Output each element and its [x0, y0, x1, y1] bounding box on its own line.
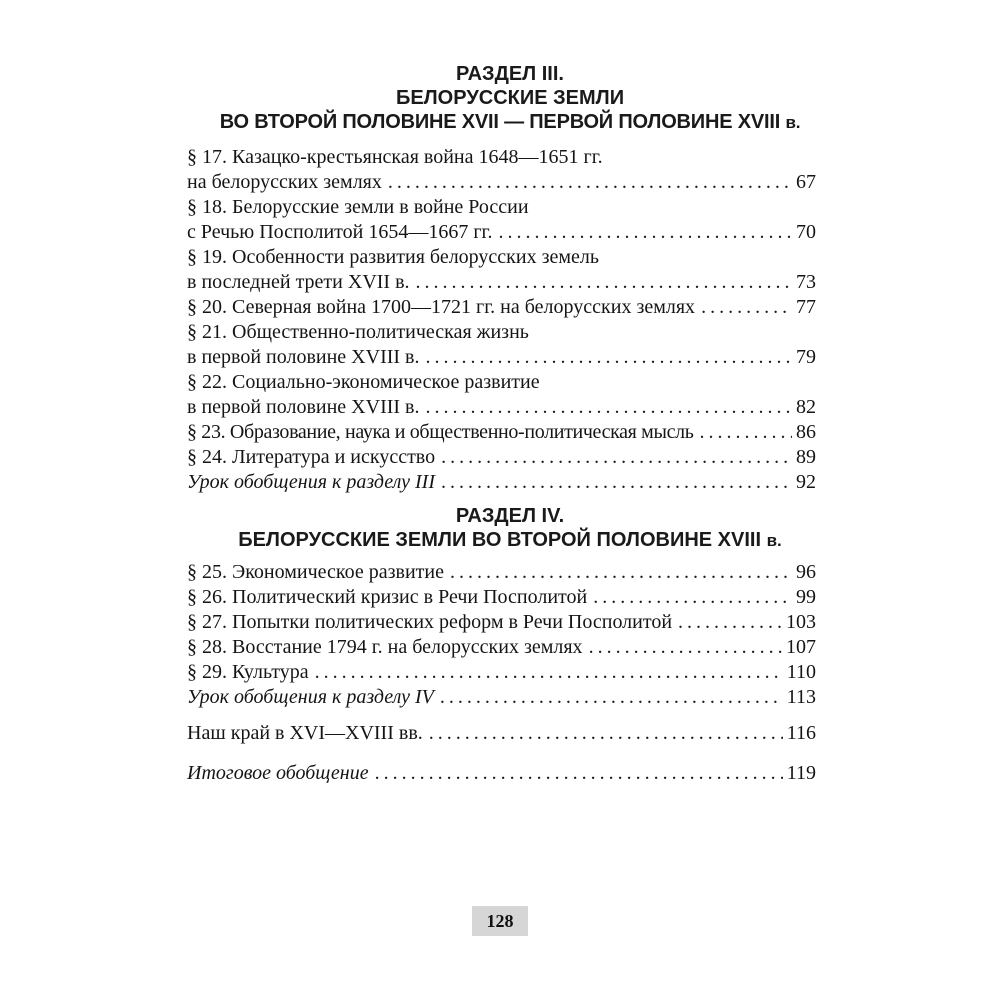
section-3-heading — [150, 62, 870, 135]
section-3-period-text: ВО ВТОРОЙ ПОЛОВИНЕ XVII — ПЕРВОЙ ПОЛОВИНЕ XVIII — [219, 111, 781, 133]
toc-entry-text: Урок обобщения к разделу III — [187, 471, 435, 493]
toc-entry-summary-4[interactable] — [187, 685, 816, 710]
toc-entry-our-region[interactable] — [187, 721, 816, 746]
toc-page-number: 92 — [796, 471, 816, 493]
toc-entry-26[interactable] — [187, 585, 816, 610]
toc-entry-text: в последней трети XVII в. — [187, 271, 410, 293]
toc-entry-text: Наш край в XVI—XVIII вв. — [187, 722, 423, 744]
toc-entry-text: § 25. Экономическое развитие — [187, 561, 444, 583]
toc-entry-18-title: § 18. Белорусские земли в войне России — [187, 196, 529, 218]
section-4-heading — [150, 504, 870, 553]
toc-entry-text: в первой половине XVIII в. — [187, 396, 420, 418]
dot-leader — [441, 470, 792, 495]
toc-page-number: 116 — [786, 722, 816, 744]
section-4-period-text: БЕЛОРУССКИЕ ЗЕМЛИ ВО ВТОРОЙ ПОЛОВИНЕ XVIII — [238, 529, 762, 551]
toc-page-number: 110 — [786, 661, 816, 683]
section-3-title: РАЗДЕЛ III. — [456, 63, 564, 85]
toc-entry-text: с Речью Посполитой 1654—1667 гг. — [187, 221, 493, 243]
dot-leader — [388, 170, 792, 195]
extra-toc-2 — [187, 761, 816, 786]
toc-entry-text: § 27. Попытки политических реформ в Речи Посполитой — [187, 611, 673, 633]
toc-entry-22[interactable] — [187, 395, 816, 420]
toc-entry-final-summary[interactable] — [187, 761, 816, 786]
toc-entry-17-title: § 17. Казацко-крестьянская война 1648—1651 гг. — [187, 146, 603, 168]
toc-entry-20[interactable] — [187, 295, 816, 320]
dot-leader — [375, 761, 783, 786]
toc-entry-21[interactable] — [187, 345, 816, 370]
toc-entry-24[interactable] — [187, 445, 816, 470]
dot-leader — [678, 610, 782, 635]
dot-leader — [440, 685, 783, 710]
toc-page-number: 77 — [796, 296, 816, 318]
toc-entry-25[interactable] — [187, 560, 816, 585]
toc-entry-22-title: § 22. Социально-экономическое развитие — [187, 371, 540, 393]
section-3-toc — [187, 145, 816, 495]
toc-entry-21-title: § 21. Общественно-политическая жизнь — [187, 321, 529, 343]
toc-page-number: 79 — [796, 346, 816, 368]
toc-entry-text: Итоговое обобщение — [187, 762, 369, 784]
dot-leader — [499, 220, 792, 245]
dot-leader — [426, 345, 793, 370]
toc-page-number: 119 — [786, 762, 816, 784]
section-4-toc — [187, 560, 816, 710]
toc-entry-text: § 23. Образование, наука и общественно-политическая мысль — [187, 421, 694, 443]
toc-entry-text: § 26. Политический кризис в Речи Посполитой — [187, 586, 588, 608]
dot-leader — [426, 395, 793, 420]
toc-page-number: 67 — [796, 171, 816, 193]
section-4-title: РАЗДЕЛ IV. — [455, 505, 565, 527]
toc-page-number: 99 — [796, 586, 816, 608]
toc-page-number: 103 — [786, 611, 816, 633]
dot-leader — [416, 270, 792, 295]
section-3-period — [150, 110, 870, 135]
dot-leader — [700, 420, 792, 445]
dot-leader — [315, 660, 783, 685]
toc-entry-text: § 29. Культура — [187, 661, 309, 683]
toc-entry-text: § 28. Восстание 1794 г. на белорусских землях — [187, 636, 583, 658]
toc-entry-19-title: § 19. Особенности развития белорусских земель — [187, 246, 599, 268]
dot-leader — [593, 585, 792, 610]
toc-entry-29[interactable] — [187, 660, 816, 685]
toc-entry-text: на белорусских землях — [187, 171, 382, 193]
toc-page-number: 107 — [786, 636, 816, 658]
toc-page-number: 89 — [796, 446, 816, 468]
toc-page-number: 70 — [796, 221, 816, 243]
extra-toc-1 — [187, 721, 816, 746]
dot-leader — [450, 560, 792, 585]
toc-entry-28[interactable] — [187, 635, 816, 660]
toc-entry-text: Урок обобщения к разделу IV — [187, 686, 434, 708]
toc-entry-text: § 20. Северная война 1700—1721 гг. на белорусских землях — [187, 296, 696, 318]
section-4-period — [150, 528, 870, 553]
toc-entry-18[interactable] — [187, 220, 816, 245]
dot-leader — [589, 635, 782, 660]
toc-page-number: 86 — [796, 421, 816, 443]
toc-page-number: 113 — [786, 686, 816, 708]
section-3-period-suffix: в. — [785, 113, 801, 132]
dot-leader — [429, 721, 783, 746]
toc-entry-19[interactable] — [187, 270, 816, 295]
toc-entry-text: в первой половине XVIII в. — [187, 346, 420, 368]
toc-page-number: 73 — [796, 271, 816, 293]
toc-entry-23[interactable] — [187, 420, 816, 445]
page-number: 128 — [472, 906, 528, 936]
toc-entry-17[interactable] — [187, 170, 816, 195]
dot-leader — [441, 445, 792, 470]
toc-entry-summary-3[interactable] — [187, 470, 816, 495]
toc-page-number: 82 — [796, 396, 816, 418]
dot-leader — [701, 295, 792, 320]
toc-entry-27[interactable] — [187, 610, 816, 635]
toc-entry-text: § 24. Литература и искусство — [187, 446, 436, 468]
toc-page-number: 96 — [796, 561, 816, 583]
section-4-period-suffix: в. — [766, 531, 782, 550]
section-3-subtitle: БЕЛОРУССКИЕ ЗЕМЛИ — [395, 87, 625, 109]
